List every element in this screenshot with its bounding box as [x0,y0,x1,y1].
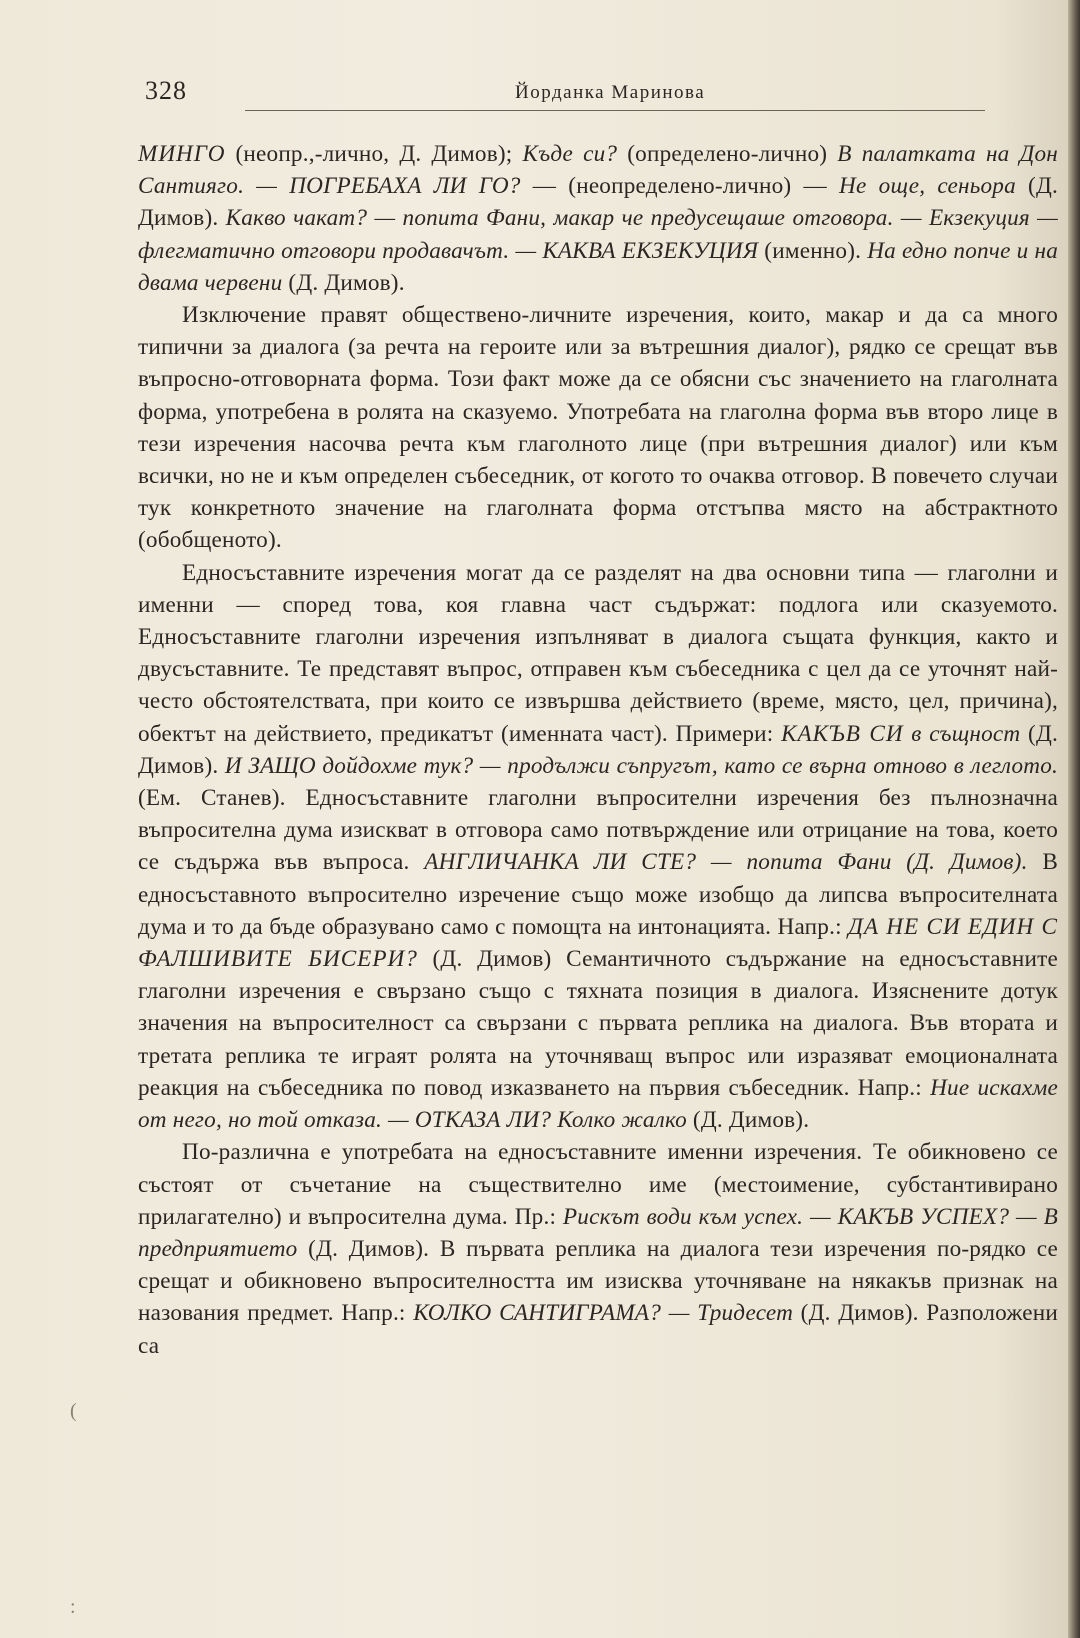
paragraph [138,557,1058,1137]
text-run: (неопр.,-лично, Д. Димов); [225,141,523,167]
example-quote: в същност [903,720,1021,747]
text-run: Едносъставните изречения могат да се разделят на два основни типа — глаголни и именни — според това, коя главна част съдържат: подлога или сказуемото. Едносъставните глаголни изречения изпълняват в диалога същата функция, както и двусъставните. Те представят въпрос, отправен към събеседника с цел да се уточнят най-често обстоятелствата, при които се извършва действието (време, място, цел, причина), обектът на действието, предикатът (именната част). Примери: [138,559,1058,747]
example-quote: КОЛКО САНТИГРАМА? — Тридесет [413,1300,794,1327]
example-quote: Не още, сеньора [839,173,1016,200]
example-quote: И ЗАЩО дойдохме тук? — продължи съпругът, като се върна отново в леглото. [224,752,1059,779]
text-run: (Д. Димов). В първата реплика на диалога тези изречения по-рядко се срещат и обикновено въпросителността им изисква уточняване на някакъв признак на назования предмет. Напр.: [138,1235,1058,1327]
paragraph [138,299,1058,557]
text-run: (определено-лично) [617,141,838,167]
text-run: В едносъставното въпросително изречение също може изобщо да липсва въпросителната дума и то да бъде образувано само с помощта на интонацията. Напр.: [138,849,1058,940]
text-run: (Д. Димов). [138,720,1058,779]
margin-mark: ( [70,1400,77,1422]
paragraph [138,138,1058,299]
example-quote: В палатката на Дон Сантияго. — ПОГРЕБАХА ЛИ ГО? [138,141,1058,200]
text-run: (именно). [758,237,868,264]
text-run: Изключение правят обществено-личните изречения, които, макар и да са много типични за диалога (за речта на героите или за вътрешния диалог), рядко се срещат във въпросно-отговорната форма. Този факт може да се обясни със значението на глаголната форма, употребена в ролята на сказуемо. Употребата на глаголна форма във второ лице в тези изречения насочва речта към глаголното лице (при вътрешния диалог) или към всички, но не и към определен събеседник, от когото то очаква отговор. В повечето случаи тук конкретното значение на глаголната форма отстъпва място на абстрактното (обобщеното). [138,302,1058,554]
margin-mark: : [70,1596,76,1618]
example-quote: Ние искахме от него, но той отказа. — ОТКАЗА ЛИ? Колко жалко [138,1074,1058,1134]
page-number: 328 [145,76,187,105]
text-run: (Д. Димов) Семантичното съдържание на едносъставните глаголни изречения е свързано също с тяхната позиция в диалога. Изяснените дотук значения на въпросителност са свързани с първата реплика на диалога. Във втората и третата реплика те играят ролята на уточняващ въпрос или изразяват емоционалната реакция на събеседника по повод изказването на първия събеседник. Напр.: [138,946,1058,1101]
header-rule [245,110,985,111]
text-run: (Д. Димов). Разположени са [138,1300,1058,1359]
example-quote: КАКЪВ СИ [781,720,904,747]
text-run: (Д. Димов). [686,1107,810,1134]
page-header [145,72,1045,112]
text-run: (Д. Димов). [138,173,1058,232]
example-quote: На едно попче и на двама червени [138,237,1058,296]
text-run: По-различна е употребата на едносъставните именни изречения. Те обикновено се състоят от съчетание на съществително име (местоимение, субстантивирано прилагателно) и въпросителна дума. Пр.: [138,1139,1058,1230]
example-quote: ДА НЕ СИ ЕДИН С ФАЛШИВИТЕ БИСЕРИ? [138,913,1058,973]
example-quote: МИНГО [138,141,226,167]
book-spine-edge [1068,0,1080,1638]
running-title: Йорданка Маринова [515,82,706,103]
text-run: — (неопределено-лично) — [520,173,840,200]
example-quote: Какво чакат? — попита Фани, макар че предусещаше отговора. — Екзекуция — флегматично отговори продавачът. — КАКВА ЕКЗЕКУЦИЯ [138,205,1058,264]
example-quote: Къде си? [522,141,618,167]
example-quote: Рискът води към успех. — КАКЪВ УСПЕХ? — В предприятието [138,1203,1058,1262]
text-run: (Ем. Станев). Едносъставните глаголни въпросителни изречения без пълнозначна въпросителна дума изискват в отговора само потвърждение или отрицание на това, което се съдържа във въпроса. [138,785,1058,876]
paragraph [138,1136,1058,1361]
body-text [138,138,1058,1362]
example-quote: АНГЛИЧАНКА ЛИ СТЕ? — попита Фани (Д. Димов). [424,849,1028,876]
text-run: (Д. Димов). [282,269,405,296]
